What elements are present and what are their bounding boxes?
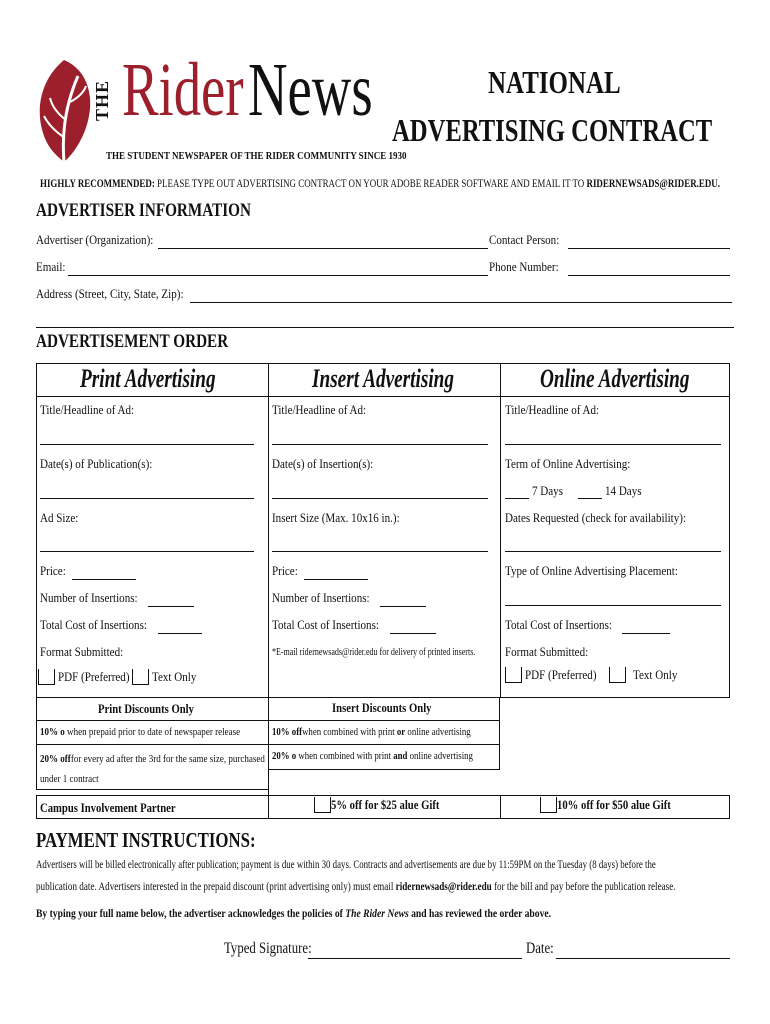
payment-line-2: publication date. Advertisers interested in the prepaid discount (print advertising only) must email ridernewsads@rider.edu for the bill and pay before the publication release. [36, 879, 676, 893]
order-table-header-rule [36, 396, 730, 397]
print-dates-field[interactable] [40, 498, 254, 499]
payment-email-link[interactable]: ridernewsads@rider.edu [395, 879, 492, 893]
recommendation-notice [40, 176, 770, 191]
insert-email-note: *E-mail ridernewsads@rider.edu for delivery of printed inserts. [272, 647, 476, 658]
notice-text: PLEASE TYPE OUT ADVERTISING CONTRACT ON YOUR ADOBE READER SOFTWARE AND EMAIL IT TO [154, 176, 587, 190]
print-format-label: Format Submitted: [40, 644, 124, 659]
insert-discounts-rule-2 [268, 744, 500, 745]
online-term-7-field[interactable] [505, 498, 529, 499]
print-title-label: Title/Headline of Ad: [40, 402, 135, 417]
campus-option-1-checkbox[interactable] [314, 797, 331, 813]
insert-size-field[interactable] [272, 551, 488, 552]
payment-section-title: PAYMENT INSTRUCTIONS: [36, 828, 256, 852]
page-title-line2: ADVERTISING CONTRACT [392, 112, 713, 148]
online-term-14-label: 14 Days [605, 483, 642, 498]
order-section-title: ADVERTISEMENT ORDER [36, 331, 229, 352]
advertiser-section-title: ADVERTISER INFORMATION [36, 200, 251, 221]
notice-bold: HIGHLY RECOMMENDED: [40, 176, 155, 190]
print-insertions-field[interactable] [148, 606, 194, 607]
online-pdf-checkbox[interactable] [505, 667, 522, 683]
online-title-field[interactable] [505, 444, 721, 445]
online-text-only-checkbox[interactable] [609, 667, 626, 683]
insert-title-field[interactable] [272, 444, 488, 445]
print-advertising-heading: Print Advertising [80, 364, 216, 393]
insert-size-label: Insert Size (Max. 10x16 in.): [272, 510, 400, 525]
insert-dates-field[interactable] [272, 498, 488, 499]
insert-title-label: Title/Headline of Ad: [272, 402, 367, 417]
print-discounts-rule-1 [36, 720, 268, 721]
online-term-label: Term of Online Advertising: [505, 456, 631, 471]
print-total-field[interactable] [158, 633, 202, 634]
signature-field[interactable] [308, 958, 522, 959]
campus-option-2: 10% off for $50 alue Gift [540, 797, 696, 813]
print-insertions-label: Number of Insertions: [40, 590, 138, 605]
contact-person-field[interactable] [568, 248, 730, 249]
print-pdf-checkbox[interactable] [38, 669, 55, 685]
contact-person-label: Contact Person: [489, 232, 560, 247]
address-label: Address (Street, City, State, Zip): [36, 286, 184, 301]
insert-advertising-heading: Insert Advertising [312, 364, 455, 393]
section-divider [36, 327, 734, 328]
print-size-label: Ad Size: [40, 510, 79, 525]
insert-discounts-title: Insert Discounts Only [332, 700, 432, 715]
date-label: Date: [526, 940, 554, 957]
online-advertising-heading: Online Advertising [540, 364, 690, 393]
print-dates-label: Date(s) of Publication(s): [40, 456, 153, 471]
print-size-field[interactable] [40, 551, 254, 552]
logo-rider: Rider [122, 48, 244, 132]
print-title-field[interactable] [40, 444, 254, 445]
online-format-label: Format Submitted: [505, 644, 589, 659]
insert-discount-2: 20% o when combined with print and online advertising [272, 750, 473, 762]
online-total-label: Total Cost of Insertions: [505, 617, 612, 632]
insert-discounts-rule-1 [268, 720, 500, 721]
print-price-field[interactable] [72, 579, 136, 580]
phone-number-field[interactable] [568, 275, 730, 276]
print-discounts-rule-2 [36, 744, 268, 745]
campus-option-2-checkbox[interactable] [540, 797, 557, 813]
email-label: Email: [36, 259, 66, 274]
notice-email-link[interactable]: RIDERNEWSADS@RIDER.EDU. [586, 176, 720, 190]
logo-news: News [248, 48, 373, 132]
insert-price-label: Price: [272, 563, 298, 578]
insert-total-field[interactable] [390, 633, 436, 634]
online-title-label: Title/Headline of Ad: [505, 402, 600, 417]
campus-option-1: 5% off for $25 alue Gift [314, 797, 463, 813]
print-total-label: Total Cost of Insertions: [40, 617, 147, 632]
campus-divider-2 [500, 795, 501, 819]
online-term-14-field[interactable] [578, 498, 602, 499]
print-discounts-title: Print Discounts Only [98, 701, 194, 716]
print-format-options: PDF (Preferred) Text Only [38, 669, 204, 685]
phone-number-label: Phone Number: [489, 259, 559, 274]
online-term-7-label: 7 Days [532, 483, 563, 498]
campus-partner-label: Campus Involvement Partner [40, 800, 176, 815]
online-placement-label: Type of Online Advertising Placement: [505, 563, 678, 578]
insert-dates-label: Date(s) of Insertion(s): [272, 456, 374, 471]
advertiser-org-label: Advertiser (Organization): [36, 232, 154, 247]
print-text-only-checkbox[interactable] [132, 669, 149, 685]
payment-line-1: Advertisers will be billed electronically after publication; payment is due within 30 days. Contracts and advertisements are due by 11:59PM on the Tuesday (8 days) before the [36, 857, 656, 871]
acknowledgement-text: By typing your full name below, the advertiser acknowledges the policies of The Rider News and has reviewed the order above. [36, 906, 552, 920]
online-total-field[interactable] [622, 633, 670, 634]
print-discount-2: 20% offfor every ad after the 3rd for the same size, purchased under 1 contract [40, 753, 265, 785]
online-format-options: PDF (Preferred) Text Only [505, 667, 685, 683]
online-dates-label: Dates Requested (check for availability): [505, 510, 687, 525]
insert-insertions-field[interactable] [380, 606, 426, 607]
insert-total-label: Total Cost of Insertions: [272, 617, 379, 632]
insert-discount-1: 10% offwhen combined with print or online advertising [272, 726, 471, 738]
leaf-logo-icon [34, 58, 96, 166]
online-dates-field[interactable] [505, 551, 721, 552]
advertiser-org-field[interactable] [158, 248, 488, 249]
print-discount-1: 10% o when prepaid prior to date of newspaper release [40, 726, 241, 738]
print-price-label: Price: [40, 563, 66, 578]
signature-label: Typed Signature: [224, 940, 312, 957]
insert-insertions-label: Number of Insertions: [272, 590, 370, 605]
email-field[interactable] [68, 275, 488, 276]
insert-price-field[interactable] [304, 579, 368, 580]
date-field[interactable] [556, 958, 730, 959]
logo-tagline: THE STUDENT NEWSPAPER OF THE RIDER COMMUNITY SINCE 1930 [106, 150, 407, 162]
logo-the: THE [92, 79, 113, 122]
address-field[interactable] [190, 302, 732, 303]
page-title-line1: NATIONAL [488, 64, 621, 100]
online-placement-field[interactable] [505, 605, 721, 606]
